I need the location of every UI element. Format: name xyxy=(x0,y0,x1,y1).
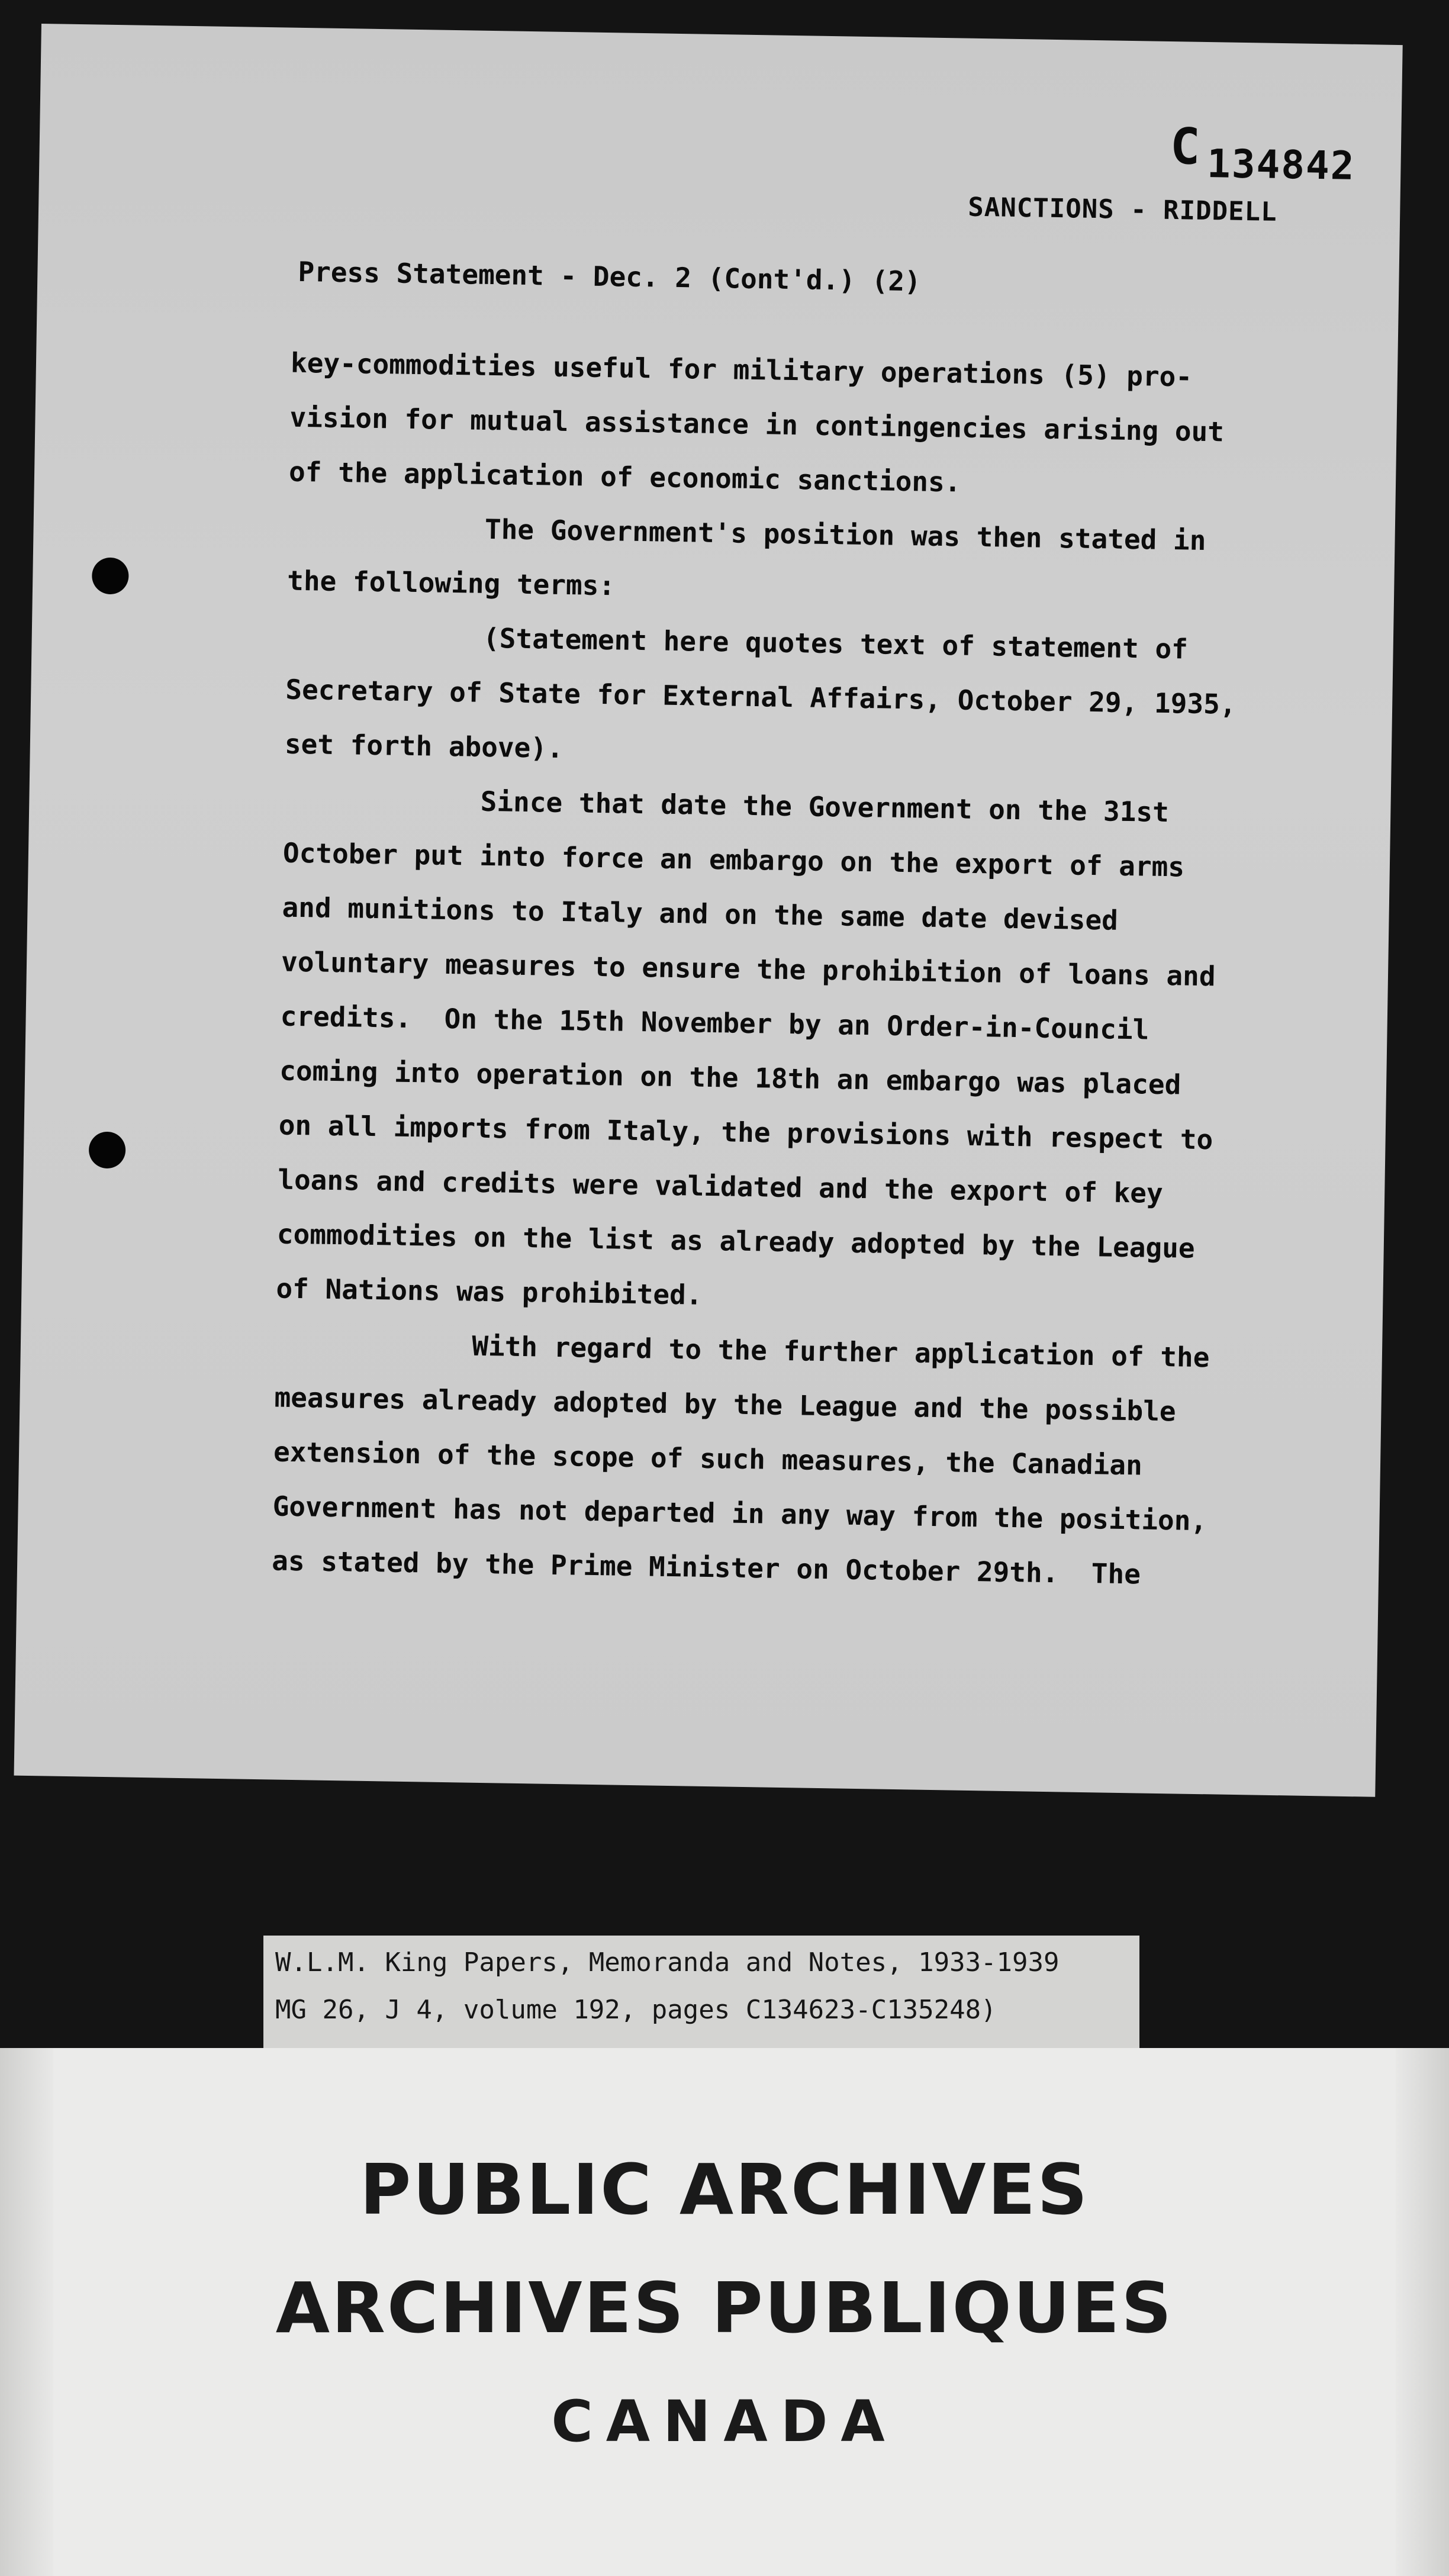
text-line: Secretary of State for External Affairs, October 29, 1935, xyxy=(285,673,1237,720)
archive-title-french: ARCHIVES PUBLIQUES xyxy=(275,2267,1174,2349)
text-line: commodities on the list as already adopted by the League xyxy=(276,1218,1196,1264)
text-line: With regard to the further application of the xyxy=(275,1326,1210,1374)
text-line: (Statement here quotes text of statement of xyxy=(286,619,1189,665)
punch-hole-top xyxy=(92,557,129,594)
text-line: Since that date the Government on the 31st xyxy=(284,782,1170,829)
reference-number xyxy=(1170,117,1356,191)
text-line: set forth above). xyxy=(284,727,564,764)
text-line: as stated by the Prime Minister on October 29th. The xyxy=(271,1544,1141,1590)
text-line: of Nations was prohibited. xyxy=(276,1272,703,1311)
body-text xyxy=(272,336,1357,1605)
typed-page xyxy=(14,24,1403,1797)
subject-line: SANCTIONS - RIDDELL xyxy=(967,192,1277,227)
collection-label-line-1: W.L.M. King Papers, Memoranda and Notes, 1933-1939 xyxy=(275,1947,1060,1978)
text-line: voluntary measures to ensure the prohibition of loans and xyxy=(281,945,1216,993)
text-line: loans and credits were validated and the export of key xyxy=(277,1163,1164,1210)
text-line: The Government's position was then stated in xyxy=(288,510,1206,557)
text-line: vision for mutual assistance in contingencies arising out xyxy=(289,401,1225,448)
text-line: extension of the scope of such measures, the Canadian xyxy=(273,1435,1143,1482)
reference-digits: 134842 xyxy=(1206,140,1356,189)
archive-title-english: PUBLIC ARCHIVES xyxy=(359,2149,1090,2230)
text-line: coming into operation on the 18th an embargo was placed xyxy=(279,1054,1181,1101)
text-line: the following terms: xyxy=(286,564,616,602)
text-line: measures already adopted by the League and the possible xyxy=(274,1381,1177,1428)
text-line: and munitions to Italy and on the same date devised xyxy=(282,891,1119,936)
text-line: key-commodities useful for military operations (5) pro- xyxy=(290,346,1193,393)
text-line: of the application of economic sanctions. xyxy=(288,455,961,498)
page-heading: Press Statement - Dec. 2 (Cont'd.) (2) xyxy=(298,255,922,298)
text-line: on all imports from Italy, the provisions with respect to xyxy=(278,1109,1213,1156)
collection-label xyxy=(263,1936,1139,2054)
archive-card xyxy=(0,2048,1449,2576)
collection-label-line-2: MG 26, J 4, volume 192, pages C134623-C135248) xyxy=(275,1995,997,2025)
text-line: credits. On the 15th November by an Order-in-Council xyxy=(280,1000,1149,1046)
punch-hole-bottom xyxy=(89,1131,126,1168)
text-line: October put into force an embargo on the export of arms xyxy=(282,836,1185,883)
reference-mark: C xyxy=(1170,117,1202,176)
text-line: Government has not departed in any way from the position, xyxy=(272,1490,1208,1537)
archive-country: CANADA xyxy=(551,2388,898,2455)
